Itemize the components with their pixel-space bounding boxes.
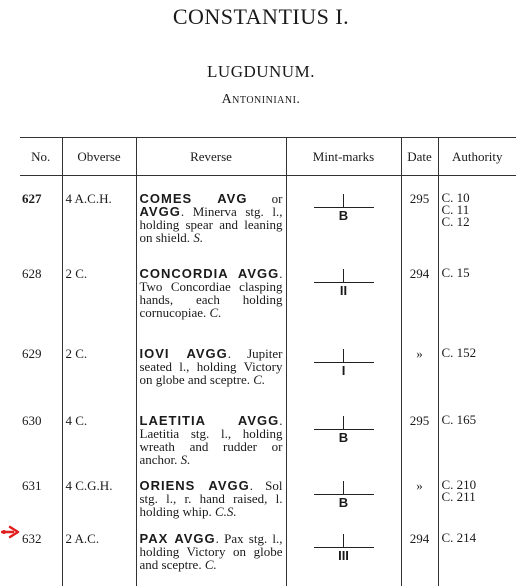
- reverse-legend-alt: AVGG: [139, 204, 181, 219]
- reverse-legend: IOVI AVGG: [139, 346, 228, 361]
- reverse-cell: [136, 477, 286, 530]
- authority-cell: C. 165: [441, 412, 477, 427]
- rarity-sign: S.: [180, 452, 191, 467]
- reverse-legend: LAETITIA AVGG: [139, 413, 280, 428]
- date-cell: 295: [401, 412, 438, 477]
- authority-cell: C. 210 C. 211: [441, 477, 477, 504]
- reverse-legend: PAX AVGG: [139, 531, 216, 546]
- reverse-description: . Two Concordiae clasping hands, each holding cornucopiae.: [139, 266, 283, 320]
- red-arrow-icon: [1, 525, 23, 539]
- mintmark-letter: III: [338, 548, 349, 563]
- reverse-connector: or: [247, 191, 283, 206]
- obverse-cell: 2 A.C.: [62, 530, 136, 586]
- table-row: [20, 190, 516, 265]
- mintmark-letter: B: [338, 495, 349, 510]
- table-row: [20, 265, 516, 345]
- table-header-row: [20, 138, 516, 176]
- section-heading: Antoniniani.: [221, 92, 301, 107]
- authority-cell: C. 10 C. 11 C. 12: [441, 190, 470, 229]
- col-header-authority: Authority: [438, 138, 516, 176]
- table-row: [20, 412, 516, 477]
- reverse-legend: CONCORDIA AVGG: [139, 266, 280, 281]
- date-cell: 295: [401, 190, 438, 265]
- table-row: [20, 477, 516, 530]
- coin-number: 632: [20, 530, 62, 586]
- mintmark-cell: [286, 477, 401, 530]
- reverse-cell: [136, 412, 286, 477]
- rarity-sign: C.: [204, 557, 217, 572]
- rarity-sign: C.S.: [214, 504, 237, 519]
- mintmark-diagram: [314, 269, 374, 303]
- reverse-description: . Jupiter seated l., holding Victory on globe and sceptre.: [139, 346, 283, 387]
- mintmark-diagram: [314, 349, 374, 383]
- mintmark-letter: II: [339, 283, 348, 298]
- reverse-description: . Minerva stg. l., holding spear and leaning on shield.: [139, 204, 283, 245]
- col-header-date: Date: [401, 138, 438, 176]
- coin-number: 628: [20, 265, 62, 345]
- mintmark-cell: [286, 190, 401, 265]
- authority-cell: C. 214: [441, 530, 477, 545]
- obverse-cell: 4 A.C.H.: [62, 190, 136, 265]
- page-title: CONSTANTIUS I.: [172, 4, 350, 29]
- reverse-description: . Pax stg. l., holding Victory on globe and sceptre.: [139, 531, 283, 572]
- coin-number: 627: [22, 191, 42, 206]
- mint-heading: LUGDUNUM.: [207, 62, 315, 81]
- obverse-cell: 4 C.G.H.: [62, 477, 136, 530]
- date-cell: 294: [401, 265, 438, 345]
- col-header-reverse: Reverse: [136, 138, 286, 176]
- obverse-cell: 2 C.: [62, 345, 136, 412]
- coin-number: 630: [20, 412, 62, 477]
- reverse-description: . Laetitia stg. l., holding wreath and rudder or anchor.: [139, 413, 283, 467]
- rarity-sign: C.: [253, 372, 266, 387]
- coin-catalogue-table: [20, 137, 516, 586]
- rarity-sign: C.: [209, 305, 222, 320]
- authority-cell: C. 15: [441, 265, 470, 280]
- obverse-cell: 2 C.: [62, 265, 136, 345]
- coin-number: 631: [20, 477, 62, 530]
- mintmark-cell: [286, 345, 401, 412]
- mintmark-letter: I: [341, 363, 346, 378]
- date-cell: »: [401, 477, 438, 530]
- coin-number: 629: [20, 345, 62, 412]
- mintmark-diagram: [314, 481, 374, 515]
- mintmark-diagram: [314, 416, 374, 450]
- mintmark-letter: B: [338, 430, 349, 445]
- reverse-cell: [136, 265, 286, 345]
- mintmark-diagram: [314, 194, 374, 228]
- rarity-sign: S.: [193, 230, 204, 245]
- col-header-no: No.: [20, 138, 62, 176]
- table-row: [20, 530, 516, 586]
- reverse-legend: COMES AVG: [139, 191, 248, 206]
- table-row: [20, 345, 516, 412]
- date-cell: »: [401, 345, 438, 412]
- mintmark-cell: [286, 265, 401, 345]
- col-header-obverse: Obverse: [62, 138, 136, 176]
- mintmark-diagram: [314, 534, 374, 568]
- obverse-cell: 4 C.: [62, 412, 136, 477]
- col-header-mintmarks: Mint-marks: [286, 138, 401, 176]
- reverse-cell: [136, 530, 286, 586]
- reverse-description: . Sol stg. l., r. hand raised, l. holding whip.: [139, 478, 283, 519]
- mintmark-cell: [286, 412, 401, 477]
- date-cell: 294: [401, 530, 438, 586]
- authority-cell: C. 152: [441, 345, 477, 360]
- reverse-cell: [136, 190, 286, 265]
- mintmark-cell: [286, 530, 401, 586]
- reverse-cell: [136, 345, 286, 412]
- mintmark-letter: B: [338, 208, 349, 223]
- reverse-legend: ORIENS AVGG: [139, 478, 250, 493]
